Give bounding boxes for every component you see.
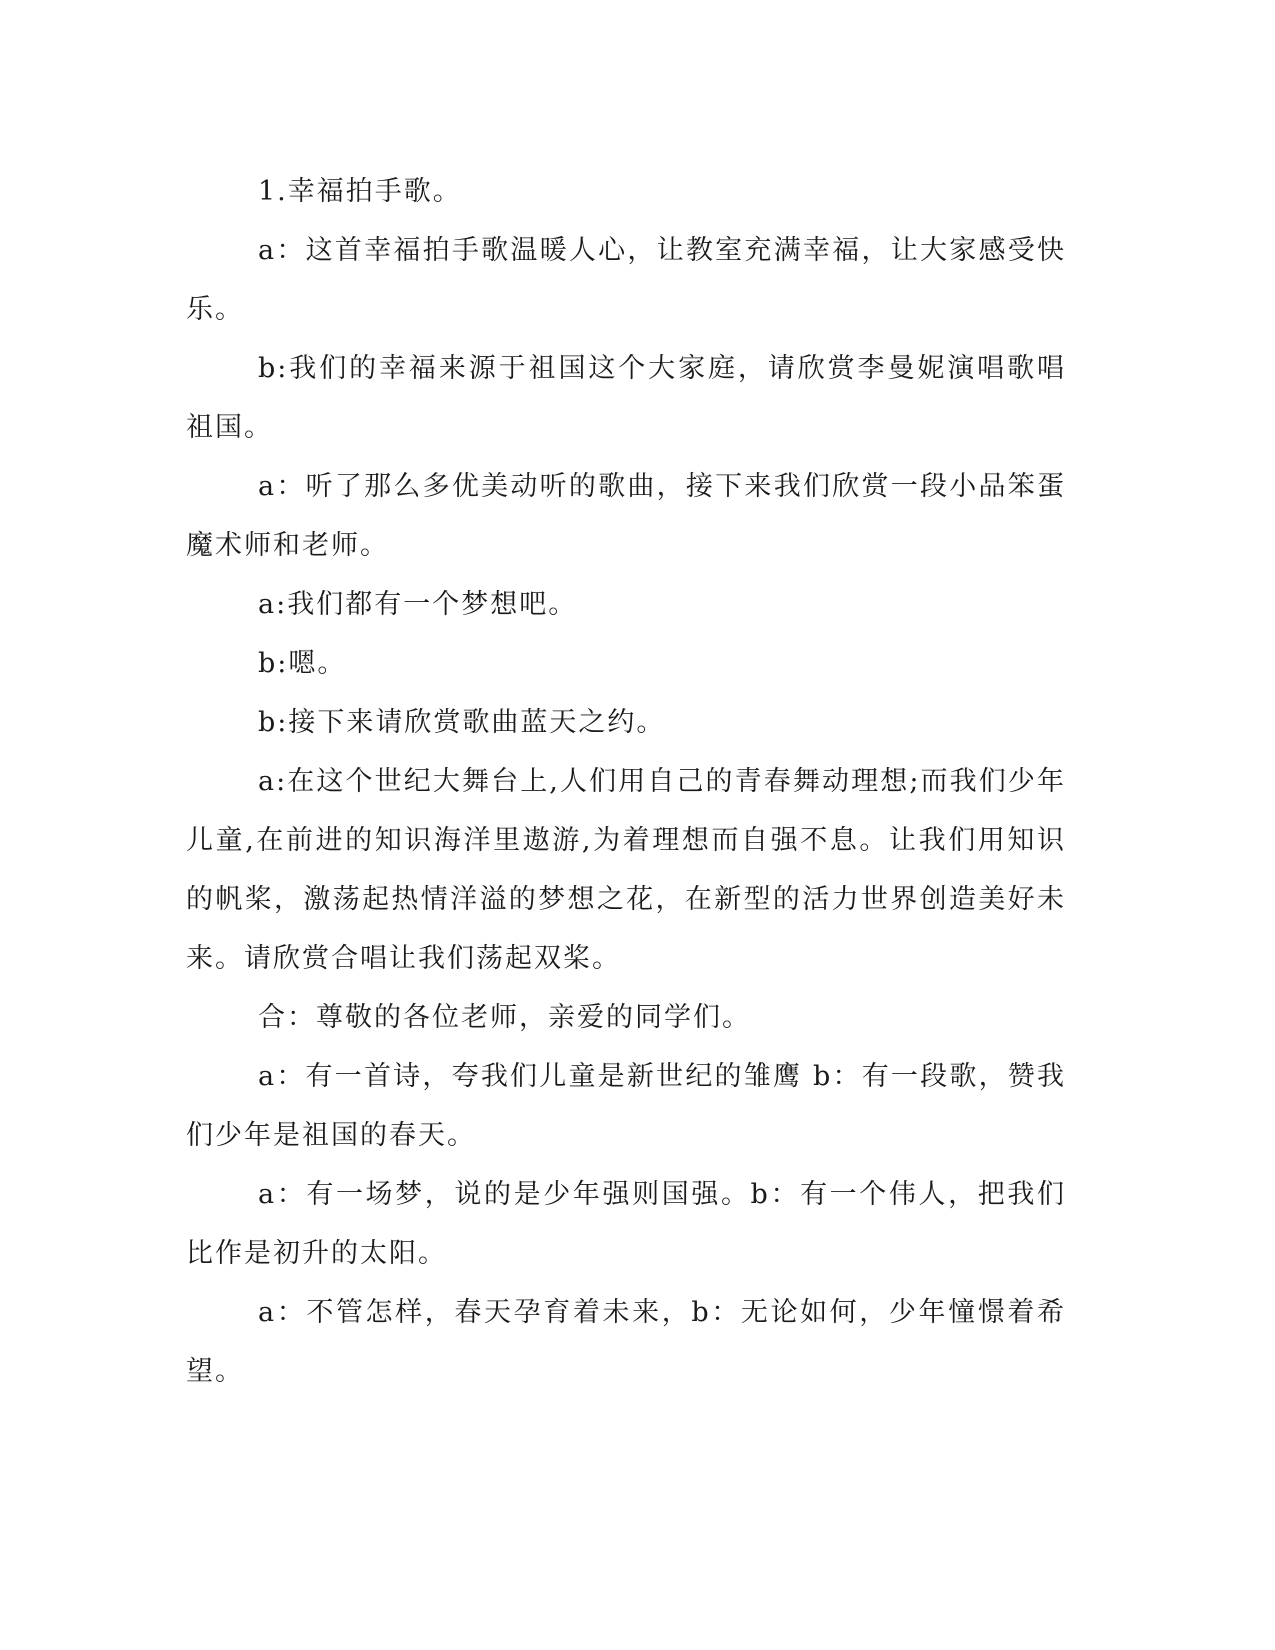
paragraph-7: b:接下来请欣赏歌曲蓝天之约。: [258, 707, 666, 738]
paragraph-6: b:嗯。: [258, 648, 347, 679]
paragraph-1: 1.幸福拍手歌。: [258, 176, 462, 207]
paragraph-9: 合：尊敬的各位老师，亲爱的同学们。: [258, 1002, 751, 1033]
paragraph-2: a：这首幸福拍手歌温暖人心，让教室充满幸福，让大家感受快乐。: [186, 235, 1066, 325]
paragraph-12: a：不管怎样，春天孕育着未来，b：无论如何，少年憧憬着希望。: [186, 1297, 1066, 1387]
paragraph-3: b:我们的幸福来源于祖国这个大家庭，请欣赏李曼妮演唱歌唱祖国。: [186, 353, 1066, 443]
paragraph-10: a：有一首诗，夸我们儿童是新世纪的雏鹰 b：有一段歌，赞我们少年是祖国的春天。: [186, 1061, 1066, 1151]
paragraph-8: a:在这个世纪大舞台上,人们用自己的青春舞动理想;而我们少年儿童,在前进的知识海洋里遨游,为着理想而自强不息。让我们用知识的帆桨，激荡起热情洋溢的梦想之花，在新型的活力世界创造美好未来。请欣赏合唱让我们荡起双桨。: [186, 766, 1066, 974]
document-body: [186, 162, 1066, 1401]
paragraph-4: a：听了那么多优美动听的歌曲，接下来我们欣赏一段小品笨蛋魔术师和老师。: [186, 471, 1066, 561]
paragraph-11: a：有一场梦，说的是少年强则国强。b：有一个伟人，把我们比作是初升的太阳。: [186, 1179, 1066, 1269]
paragraph-5: a:我们都有一个梦想吧。: [258, 589, 578, 620]
